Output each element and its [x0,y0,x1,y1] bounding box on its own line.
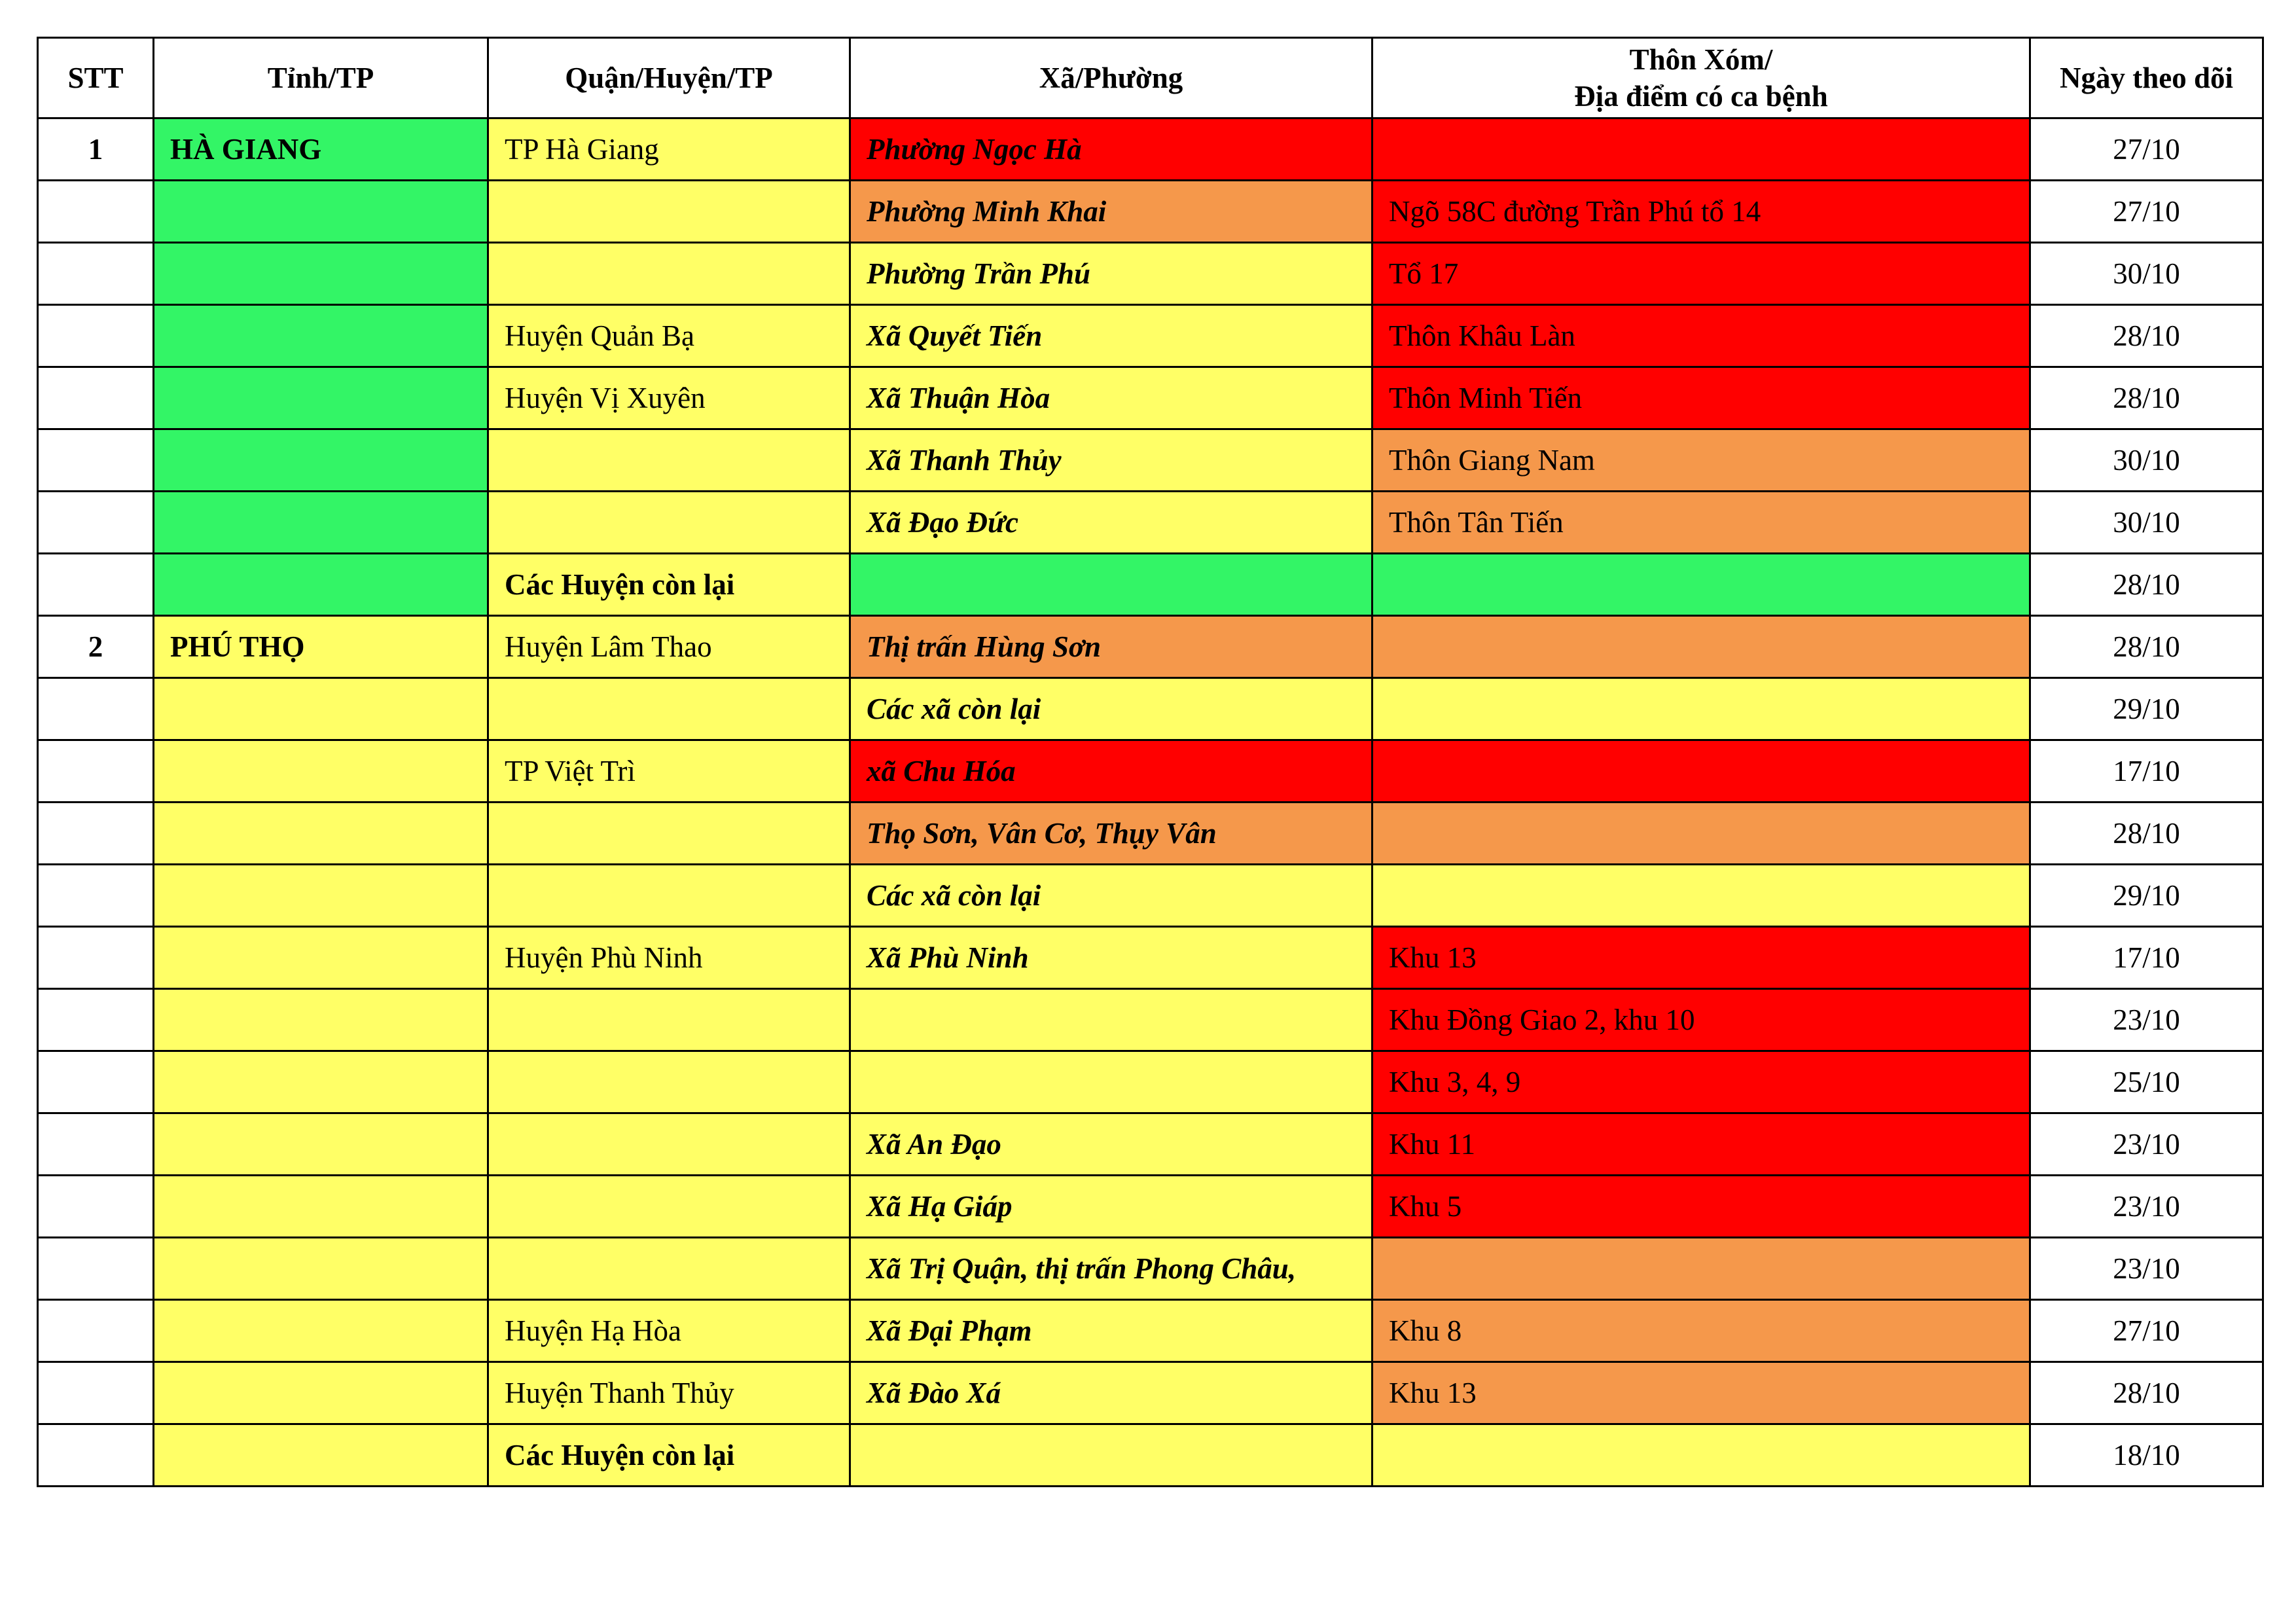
village-cell: Khu 13 [1372,1362,2030,1424]
village-cell [1372,118,2030,181]
table-row [38,927,2263,989]
village-cell [1372,740,2030,803]
date-cell: 23/10 [2030,1176,2263,1238]
table-row [38,1176,2263,1238]
table-row [38,367,2263,429]
district-cell [488,1051,850,1113]
district-cell: Huyện Hạ Hòa [488,1300,850,1362]
date-cell: 30/10 [2030,243,2263,305]
ward-cell: Xã Đại Phạm [850,1300,1372,1362]
date-cell: 30/10 [2030,429,2263,492]
header-district: Quận/Huyện/TP [488,38,850,118]
date-cell: 23/10 [2030,1113,2263,1176]
table-row [38,181,2263,243]
stt-cell [38,1362,154,1424]
header-province: Tỉnh/TP [154,38,488,118]
village-cell [1372,865,2030,927]
village-cell: Thôn Khâu Làn [1372,305,2030,367]
district-cell [488,989,850,1051]
village-cell [1372,1238,2030,1300]
table-row [38,1238,2263,1300]
ward-cell [850,554,1372,616]
table-row [38,305,2263,367]
date-cell: 29/10 [2030,865,2263,927]
ward-cell [850,989,1372,1051]
date-cell: 29/10 [2030,678,2263,740]
village-cell: Ngõ 58C đường Trần Phú tổ 14 [1372,181,2030,243]
district-cell [488,243,850,305]
date-cell: 28/10 [2030,1362,2263,1424]
stt-cell: 1 [38,118,154,181]
stt-cell [38,1424,154,1487]
date-cell: 28/10 [2030,305,2263,367]
table-row [38,865,2263,927]
header-stt: STT [38,38,154,118]
header-date: Ngày theo dõi [2030,38,2263,118]
ward-cell: Xã Hạ Giáp [850,1176,1372,1238]
village-cell: Khu 8 [1372,1300,2030,1362]
stt-cell [38,1176,154,1238]
ward-cell [850,1424,1372,1487]
stt-cell [38,243,154,305]
date-cell: 27/10 [2030,181,2263,243]
stt-cell [38,1113,154,1176]
date-cell: 28/10 [2030,554,2263,616]
village-cell [1372,1424,2030,1487]
stt-cell [38,181,154,243]
province-cell [154,367,488,429]
province-cell [154,1362,488,1424]
date-cell: 17/10 [2030,740,2263,803]
district-cell [488,429,850,492]
header-village [1372,38,2030,118]
district-cell: Các Huyện còn lại [488,1424,850,1487]
table-row [38,989,2263,1051]
header-village-line1: Thôn Xóm/ [1629,43,1773,76]
district-cell [488,181,850,243]
province-cell [154,803,488,865]
province-cell [154,1238,488,1300]
date-cell: 23/10 [2030,989,2263,1051]
table-row [38,554,2263,616]
province-cell [154,1176,488,1238]
district-cell: Huyện Phù Ninh [488,927,850,989]
village-cell: Thôn Giang Nam [1372,429,2030,492]
stt-cell [38,803,154,865]
village-cell [1372,803,2030,865]
ward-cell: Thị trấn Hùng Sơn [850,616,1372,678]
district-cell: Các Huyện còn lại [488,554,850,616]
village-cell: Khu 13 [1372,927,2030,989]
province-cell [154,740,488,803]
district-cell [488,1113,850,1176]
table-row [38,616,2263,678]
stt-cell [38,1238,154,1300]
table-row [38,1424,2263,1487]
province-cell: HÀ GIANG [154,118,488,181]
district-cell: Huyện Lâm Thao [488,616,850,678]
date-cell: 30/10 [2030,492,2263,554]
village-cell: Khu 5 [1372,1176,2030,1238]
stt-cell [38,678,154,740]
ward-cell: xã Chu Hóa [850,740,1372,803]
ward-cell: Các xã còn lại [850,865,1372,927]
date-cell: 17/10 [2030,927,2263,989]
ward-cell: Xã An Đạo [850,1113,1372,1176]
ward-cell: Xã Phù Ninh [850,927,1372,989]
district-cell [488,1238,850,1300]
ward-cell: Xã Trị Quận, thị trấn Phong Châu, [850,1238,1372,1300]
header-row [38,38,2263,118]
table-row [38,1362,2263,1424]
province-cell [154,492,488,554]
village-cell: Tổ 17 [1372,243,2030,305]
stt-cell [38,927,154,989]
district-cell: Huyện Thanh Thủy [488,1362,850,1424]
table-row [38,740,2263,803]
province-cell [154,1051,488,1113]
ward-cell: Xã Quyết Tiến [850,305,1372,367]
header-village-line2: Địa điểm có ca bệnh [1574,80,1828,113]
date-cell: 27/10 [2030,118,2263,181]
province-cell [154,865,488,927]
stt-cell [38,1300,154,1362]
table-row [38,803,2263,865]
district-cell [488,865,850,927]
district-cell: TP Hà Giang [488,118,850,181]
date-cell: 28/10 [2030,616,2263,678]
district-cell [488,492,850,554]
village-cell [1372,678,2030,740]
village-cell [1372,616,2030,678]
district-cell [488,803,850,865]
ward-cell: Thọ Sơn, Vân Cơ, Thụy Vân [850,803,1372,865]
stt-cell [38,429,154,492]
table-row [38,492,2263,554]
province-cell [154,1300,488,1362]
ward-cell: Các xã còn lại [850,678,1372,740]
table-row [38,1051,2263,1113]
district-cell [488,678,850,740]
ward-cell: Xã Thuận Hòa [850,367,1372,429]
covid-zone-table [37,37,2264,1487]
ward-cell [850,1051,1372,1113]
province-cell [154,305,488,367]
province-cell [154,554,488,616]
date-cell: 23/10 [2030,1238,2263,1300]
village-cell: Thôn Minh Tiến [1372,367,2030,429]
stt-cell: 2 [38,616,154,678]
district-cell: Huyện Vị Xuyên [488,367,850,429]
table-row [38,1113,2263,1176]
stt-cell [38,492,154,554]
village-cell: Khu 11 [1372,1113,2030,1176]
stt-cell [38,305,154,367]
date-cell: 28/10 [2030,367,2263,429]
ward-cell: Xã Thanh Thủy [850,429,1372,492]
stt-cell [38,1051,154,1113]
date-cell: 27/10 [2030,1300,2263,1362]
table-row [38,1300,2263,1362]
province-cell [154,1424,488,1487]
ward-cell: Xã Đạo Đức [850,492,1372,554]
stt-cell [38,740,154,803]
province-cell [154,678,488,740]
date-cell: 25/10 [2030,1051,2263,1113]
header-ward: Xã/Phường [850,38,1372,118]
table-row [38,243,2263,305]
village-cell: Khu Đồng Giao 2, khu 10 [1372,989,2030,1051]
table-row [38,678,2263,740]
date-cell: 28/10 [2030,803,2263,865]
stt-cell [38,989,154,1051]
stt-cell [38,865,154,927]
district-cell: TP Việt Trì [488,740,850,803]
ward-cell: Phường Minh Khai [850,181,1372,243]
stt-cell [38,367,154,429]
ward-cell: Phường Ngọc Hà [850,118,1372,181]
table-row [38,118,2263,181]
village-cell: Thôn Tân Tiến [1372,492,2030,554]
province-cell [154,989,488,1051]
village-cell [1372,554,2030,616]
province-cell [154,429,488,492]
table-row [38,429,2263,492]
stt-cell [38,554,154,616]
ward-cell: Phường Trần Phú [850,243,1372,305]
date-cell: 18/10 [2030,1424,2263,1487]
province-cell: PHÚ THỌ [154,616,488,678]
province-cell [154,243,488,305]
district-cell: Huyện Quản Bạ [488,305,850,367]
province-cell [154,927,488,989]
ward-cell: Xã Đào Xá [850,1362,1372,1424]
village-cell: Khu 3, 4, 9 [1372,1051,2030,1113]
district-cell [488,1176,850,1238]
province-cell [154,1113,488,1176]
province-cell [154,181,488,243]
